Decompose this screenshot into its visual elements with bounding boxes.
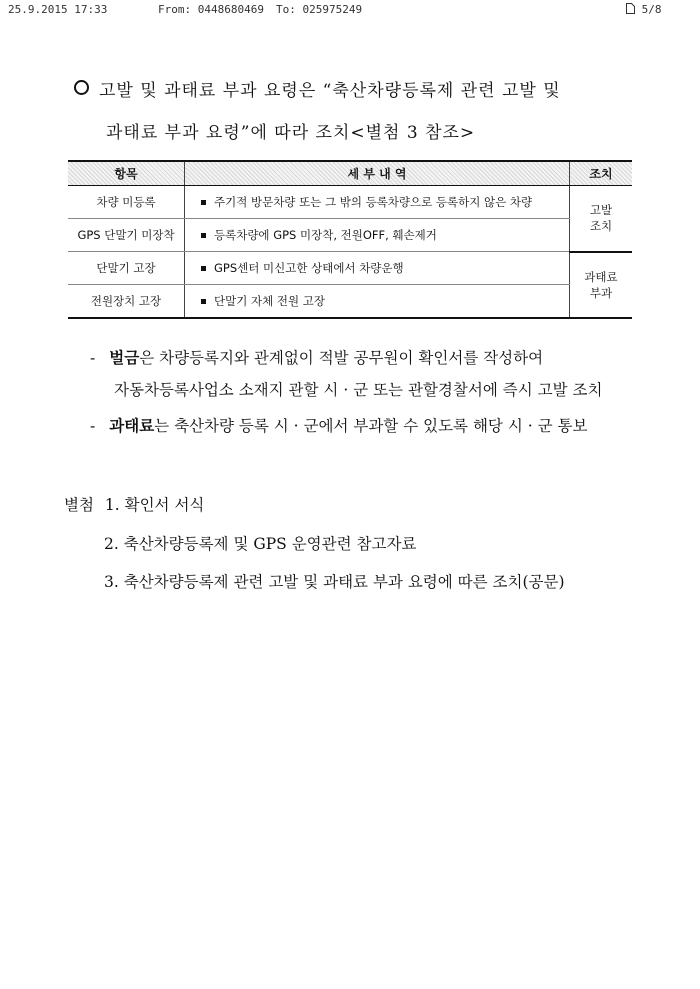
note-fine xyxy=(90,346,543,368)
row-detail xyxy=(185,186,570,219)
fax-page: 5/8 xyxy=(626,3,662,16)
row-item: GPS 단말기 미장착 xyxy=(68,219,185,252)
violation-table xyxy=(68,160,632,319)
note-penalty-text: 는 축산차량 등록 시 · 군에서 부과할 수 있도록 해당 시 · 군 통보 xyxy=(154,417,588,435)
heading-line-1: 고발 및 과태료 부과 요령은 “축산차량등록제 관련 고발 및 xyxy=(99,81,561,101)
row-item: 차량 미등록 xyxy=(68,186,185,219)
row-detail-text: 주기적 방문차량 또는 그 밖의 등록차량으로 등록하지 않은 차량 xyxy=(214,195,533,209)
action-line: 조치 xyxy=(589,219,613,234)
circle-bullet-icon xyxy=(74,80,89,95)
table-header-row xyxy=(68,161,632,186)
square-bullet-icon xyxy=(201,233,206,238)
dash-bullet: - xyxy=(90,417,96,435)
square-bullet-icon xyxy=(201,299,206,304)
row-detail-text: GPS센터 미신고한 상태에서 차량운행 xyxy=(214,261,404,275)
table-row xyxy=(68,219,632,252)
fax-to: To: 025975249 xyxy=(276,3,363,16)
heading-line-2: 과태료 부과 요령”에 따라 조치<별첨 3 참조> xyxy=(106,123,476,143)
column-header-item: 항목 xyxy=(68,161,185,186)
note-fine-text: 은 차량등록지와 관계없이 적발 공무원이 확인서를 작성하여 xyxy=(139,349,544,367)
attachment-label: 별첨 xyxy=(64,496,94,514)
row-detail-text: 단말기 자체 전원 고장 xyxy=(214,294,325,308)
note-fine-label: 벌금 xyxy=(109,348,140,367)
attachment-item: 1. 확인서 서식 xyxy=(104,496,205,514)
row-item: 전원장치 고장 xyxy=(68,285,185,319)
row-item: 단말기 고장 xyxy=(68,252,185,285)
attachment-list xyxy=(64,493,204,515)
action-line: 과태료 xyxy=(584,269,618,284)
row-detail-text: 등록차량에 GPS 미장착, 전원OFF, 훼손제거 xyxy=(214,228,437,242)
square-bullet-icon xyxy=(201,200,206,205)
fax-header xyxy=(0,3,700,19)
dash-bullet: - xyxy=(90,349,96,367)
table-row xyxy=(68,186,632,219)
square-bullet-icon xyxy=(201,266,206,271)
note-penalty-label: 과태료 xyxy=(109,416,155,435)
row-detail xyxy=(185,285,570,319)
table-row xyxy=(68,252,632,285)
row-detail xyxy=(185,252,570,285)
note-penalty xyxy=(90,414,587,436)
row-detail xyxy=(185,219,570,252)
attachment-item: 3. 축산차량등록제 관련 고발 및 과태료 부과 요령에 따른 조치(공문) xyxy=(104,573,565,591)
note-fine-line-2: 자동차등록사업소 소재지 관할 시 · 군 또는 관할경찰서에 즉시 고발 조치 xyxy=(114,381,603,399)
table-row xyxy=(68,285,632,319)
fax-datetime: 25.9.2015 17:33 xyxy=(8,3,108,16)
column-header-detail: 세 부 내 역 xyxy=(185,161,570,186)
row-action xyxy=(570,186,633,252)
row-action xyxy=(570,252,633,319)
page-icon xyxy=(626,3,635,14)
column-header-action: 조치 xyxy=(570,161,633,186)
action-line: 고발 xyxy=(589,203,613,218)
attachment-item: 2. 축산차량등록제 및 GPS 운영관련 참고자료 xyxy=(104,535,417,553)
fax-from: From: 0448680469 xyxy=(158,3,264,16)
action-line: 부과 xyxy=(589,285,613,300)
